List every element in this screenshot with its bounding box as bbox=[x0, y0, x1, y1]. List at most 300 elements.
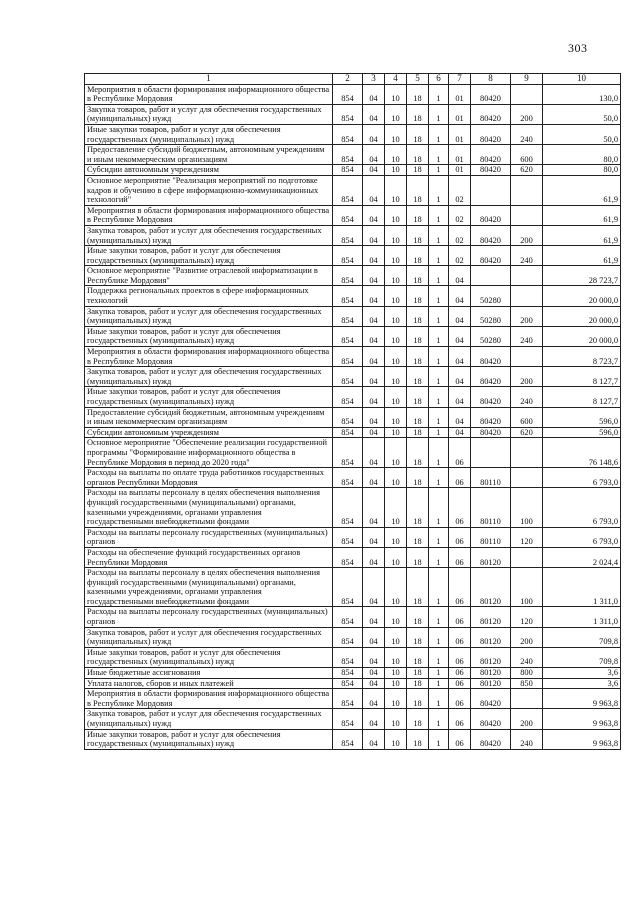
expense-type-code-cell: 100 bbox=[511, 568, 543, 607]
expense-type-code-cell: 600 bbox=[511, 145, 543, 165]
section-code-cell: 04 bbox=[363, 729, 385, 749]
expense-type-code-cell: 240 bbox=[511, 124, 543, 144]
section-code-cell: 04 bbox=[363, 246, 385, 266]
program-code-cell: 18 bbox=[407, 246, 429, 266]
section-code-cell: 04 bbox=[363, 367, 385, 387]
program-code-cell: 18 bbox=[407, 367, 429, 387]
subsection-code-cell: 10 bbox=[385, 84, 407, 104]
measure-code-cell: 04 bbox=[449, 427, 471, 438]
subprogram-code-cell: 1 bbox=[429, 547, 449, 567]
amount-cell: 6 793,0 bbox=[543, 468, 621, 488]
amount-cell: 1 311,0 bbox=[543, 568, 621, 607]
direction-code-cell: 80420 bbox=[471, 225, 511, 245]
expense-name-cell: Мероприятия в области формирования информационного общества в Республике Мордовия bbox=[85, 84, 333, 104]
header-row bbox=[85, 74, 621, 85]
ministry-code-cell: 854 bbox=[333, 568, 363, 607]
expense-type-code-cell: 240 bbox=[511, 246, 543, 266]
amount-cell: 9 963,8 bbox=[543, 689, 621, 709]
direction-code-cell: 80110 bbox=[471, 488, 511, 527]
measure-code-cell: 04 bbox=[449, 326, 471, 346]
subsection-code-cell: 10 bbox=[385, 438, 407, 468]
subprogram-code-cell: 1 bbox=[429, 607, 449, 627]
table-row bbox=[85, 306, 621, 326]
expense-name-cell: Закупка товаров, работ и услуг для обеспечения государственных (муниципальных) нужд bbox=[85, 225, 333, 245]
expense-name-cell: Закупка товаров, работ и услуг для обеспечения государственных (муниципальных) нужд bbox=[85, 627, 333, 647]
expense-type-code-cell bbox=[511, 689, 543, 709]
amount-cell: 9 963,8 bbox=[543, 709, 621, 729]
amount-cell: 20 000,0 bbox=[543, 326, 621, 346]
ministry-code-cell: 854 bbox=[333, 627, 363, 647]
subprogram-code-cell: 1 bbox=[429, 438, 449, 468]
measure-code-cell: 01 bbox=[449, 145, 471, 165]
subsection-code-cell: 10 bbox=[385, 488, 407, 527]
table-row bbox=[85, 647, 621, 667]
program-code-cell: 18 bbox=[407, 468, 429, 488]
amount-cell: 130,0 bbox=[543, 84, 621, 104]
table-body bbox=[85, 84, 621, 749]
subprogram-code-cell: 1 bbox=[429, 527, 449, 547]
table-row bbox=[85, 367, 621, 387]
expense-name-cell: Иные закупки товаров, работ и услуг для обеспечения государственных (муниципальных) нужд bbox=[85, 647, 333, 667]
subprogram-code-cell: 1 bbox=[429, 488, 449, 527]
amount-cell: 61,9 bbox=[543, 175, 621, 205]
ministry-code-cell: 854 bbox=[333, 84, 363, 104]
amount-cell: 28 723,7 bbox=[543, 266, 621, 286]
direction-code-cell: 80420 bbox=[471, 407, 511, 427]
subprogram-code-cell: 1 bbox=[429, 266, 449, 286]
ministry-code-cell: 854 bbox=[333, 347, 363, 367]
ministry-code-cell: 854 bbox=[333, 438, 363, 468]
section-code-cell: 04 bbox=[363, 175, 385, 205]
measure-code-cell: 01 bbox=[449, 84, 471, 104]
subprogram-code-cell: 1 bbox=[429, 468, 449, 488]
expense-name-cell: Основное мероприятие "Обеспечение реализации государственной программы "Формирование информационного общества в Республике Мордовия в период до 2020 года" bbox=[85, 438, 333, 468]
amount-cell: 50,0 bbox=[543, 124, 621, 144]
expense-type-code-cell bbox=[511, 547, 543, 567]
subsection-code-cell: 10 bbox=[385, 367, 407, 387]
subprogram-code-cell: 1 bbox=[429, 709, 449, 729]
measure-code-cell: 06 bbox=[449, 438, 471, 468]
subprogram-code-cell: 1 bbox=[429, 205, 449, 225]
table-row bbox=[85, 124, 621, 144]
section-code-cell: 04 bbox=[363, 527, 385, 547]
ministry-code-cell: 854 bbox=[333, 407, 363, 427]
subsection-code-cell: 10 bbox=[385, 246, 407, 266]
program-code-cell: 18 bbox=[407, 647, 429, 667]
amount-cell: 76 148,6 bbox=[543, 438, 621, 468]
measure-code-cell: 04 bbox=[449, 266, 471, 286]
measure-code-cell: 06 bbox=[449, 527, 471, 547]
measure-code-cell: 06 bbox=[449, 689, 471, 709]
subprogram-code-cell: 1 bbox=[429, 306, 449, 326]
subprogram-code-cell: 1 bbox=[429, 627, 449, 647]
subprogram-code-cell: 1 bbox=[429, 145, 449, 165]
measure-code-cell: 01 bbox=[449, 104, 471, 124]
direction-code-cell: 80420 bbox=[471, 165, 511, 176]
program-code-cell: 18 bbox=[407, 266, 429, 286]
program-code-cell: 18 bbox=[407, 709, 429, 729]
measure-code-cell: 02 bbox=[449, 175, 471, 205]
program-code-cell: 18 bbox=[407, 225, 429, 245]
measure-code-cell: 06 bbox=[449, 547, 471, 567]
expense-type-code-cell bbox=[511, 84, 543, 104]
direction-code-cell: 80420 bbox=[471, 729, 511, 749]
direction-code-cell: 80420 bbox=[471, 205, 511, 225]
header-cell: 7 bbox=[449, 74, 471, 85]
table-row bbox=[85, 607, 621, 627]
ministry-code-cell: 854 bbox=[333, 225, 363, 245]
subsection-code-cell: 10 bbox=[385, 326, 407, 346]
expense-name-cell: Иные бюджетные ассигнования bbox=[85, 668, 333, 679]
subprogram-code-cell: 1 bbox=[429, 387, 449, 407]
program-code-cell: 18 bbox=[407, 427, 429, 438]
header-cell: 4 bbox=[385, 74, 407, 85]
subsection-code-cell: 10 bbox=[385, 647, 407, 667]
section-code-cell: 04 bbox=[363, 306, 385, 326]
table-row bbox=[85, 407, 621, 427]
expense-name-cell: Предоставление субсидий бюджетным, автономным учреждениям и иным некоммерческим организациям bbox=[85, 407, 333, 427]
program-code-cell: 18 bbox=[407, 205, 429, 225]
section-code-cell: 04 bbox=[363, 488, 385, 527]
program-code-cell: 18 bbox=[407, 124, 429, 144]
measure-code-cell: 06 bbox=[449, 607, 471, 627]
amount-cell: 3,6 bbox=[543, 678, 621, 689]
header-cell: 2 bbox=[333, 74, 363, 85]
table-row bbox=[85, 547, 621, 567]
header-cell: 10 bbox=[543, 74, 621, 85]
expense-name-cell: Уплата налогов, сборов и иных платежей bbox=[85, 678, 333, 689]
subprogram-code-cell: 1 bbox=[429, 407, 449, 427]
table-row bbox=[85, 266, 621, 286]
expense-name-cell: Мероприятия в области формирования информационного общества в Республике Мордовия bbox=[85, 347, 333, 367]
expense-name-cell: Иные закупки товаров, работ и услуг для обеспечения государственных (муниципальных) нужд bbox=[85, 124, 333, 144]
ministry-code-cell: 854 bbox=[333, 427, 363, 438]
expense-name-cell: Закупка товаров, работ и услуг для обеспечения государственных (муниципальных) нужд bbox=[85, 709, 333, 729]
header-cell: 3 bbox=[363, 74, 385, 85]
subprogram-code-cell: 1 bbox=[429, 568, 449, 607]
section-code-cell: 04 bbox=[363, 709, 385, 729]
expense-type-code-cell: 100 bbox=[511, 488, 543, 527]
measure-code-cell: 06 bbox=[449, 627, 471, 647]
section-code-cell: 04 bbox=[363, 468, 385, 488]
measure-code-cell: 01 bbox=[449, 124, 471, 144]
program-code-cell: 18 bbox=[407, 607, 429, 627]
program-code-cell: 18 bbox=[407, 547, 429, 567]
ministry-code-cell: 854 bbox=[333, 124, 363, 144]
expense-type-code-cell bbox=[511, 266, 543, 286]
expense-name-cell: Иные закупки товаров, работ и услуг для обеспечения государственных (муниципальных) нужд bbox=[85, 387, 333, 407]
table-row bbox=[85, 145, 621, 165]
subsection-code-cell: 10 bbox=[385, 427, 407, 438]
section-code-cell: 04 bbox=[363, 347, 385, 367]
table-row bbox=[85, 678, 621, 689]
expense-name-cell: Иные закупки товаров, работ и услуг для обеспечения государственных (муниципальных) нужд bbox=[85, 729, 333, 749]
direction-code-cell bbox=[471, 438, 511, 468]
ministry-code-cell: 854 bbox=[333, 709, 363, 729]
ministry-code-cell: 854 bbox=[333, 729, 363, 749]
subsection-code-cell: 10 bbox=[385, 568, 407, 607]
ministry-code-cell: 854 bbox=[333, 286, 363, 306]
section-code-cell: 04 bbox=[363, 407, 385, 427]
expense-name-cell: Основное мероприятие "Реализация мероприятий по подготовке кадров и обучению в сфере информационно-коммуникационных технологий" bbox=[85, 175, 333, 205]
amount-cell: 8 127,7 bbox=[543, 367, 621, 387]
section-code-cell: 04 bbox=[363, 104, 385, 124]
table-row bbox=[85, 104, 621, 124]
table-row bbox=[85, 225, 621, 245]
direction-code-cell: 80120 bbox=[471, 647, 511, 667]
subsection-code-cell: 10 bbox=[385, 547, 407, 567]
subsection-code-cell: 10 bbox=[385, 124, 407, 144]
section-code-cell: 04 bbox=[363, 547, 385, 567]
amount-cell: 50,0 bbox=[543, 104, 621, 124]
program-code-cell: 18 bbox=[407, 527, 429, 547]
amount-cell: 8 723,7 bbox=[543, 347, 621, 367]
program-code-cell: 18 bbox=[407, 678, 429, 689]
section-code-cell: 04 bbox=[363, 225, 385, 245]
section-code-cell: 04 bbox=[363, 427, 385, 438]
amount-cell: 20 000,0 bbox=[543, 306, 621, 326]
direction-code-cell bbox=[471, 175, 511, 205]
expense-name-cell: Расходы на выплаты персоналу в целях обеспечения выполнения функций государственными (муниципальными) органами, казенными учреждениями, органами управления государственными внебюджетными фондами bbox=[85, 568, 333, 607]
amount-cell: 596,0 bbox=[543, 427, 621, 438]
expense-name-cell: Закупка товаров, работ и услуг для обеспечения государственных (муниципальных) нужд bbox=[85, 306, 333, 326]
section-code-cell: 04 bbox=[363, 266, 385, 286]
direction-code-cell: 80420 bbox=[471, 367, 511, 387]
program-code-cell: 18 bbox=[407, 306, 429, 326]
ministry-code-cell: 854 bbox=[333, 488, 363, 527]
program-code-cell: 18 bbox=[407, 568, 429, 607]
amount-cell: 61,9 bbox=[543, 225, 621, 245]
section-code-cell: 04 bbox=[363, 689, 385, 709]
expense-type-code-cell: 240 bbox=[511, 729, 543, 749]
ministry-code-cell: 854 bbox=[333, 647, 363, 667]
section-code-cell: 04 bbox=[363, 145, 385, 165]
subsection-code-cell: 10 bbox=[385, 145, 407, 165]
section-code-cell: 04 bbox=[363, 627, 385, 647]
subprogram-code-cell: 1 bbox=[429, 84, 449, 104]
ministry-code-cell: 854 bbox=[333, 165, 363, 176]
amount-cell: 1 311,0 bbox=[543, 607, 621, 627]
subsection-code-cell: 10 bbox=[385, 387, 407, 407]
expense-type-code-cell bbox=[511, 438, 543, 468]
ministry-code-cell: 854 bbox=[333, 306, 363, 326]
expense-name-cell: Закупка товаров, работ и услуг для обеспечения государственных (муниципальных) нужд bbox=[85, 104, 333, 124]
amount-cell: 3,6 bbox=[543, 668, 621, 679]
expense-name-cell: Мероприятия в области формирования информационного общества в Республике Мордовия bbox=[85, 689, 333, 709]
program-code-cell: 18 bbox=[407, 286, 429, 306]
amount-cell: 709,8 bbox=[543, 627, 621, 647]
ministry-code-cell: 854 bbox=[333, 145, 363, 165]
expense-name-cell: Мероприятия в области формирования информационного общества в Республике Мордовия bbox=[85, 205, 333, 225]
expense-name-cell: Предоставление субсидий бюджетным, автономным учреждениям и иным некоммерческим организациям bbox=[85, 145, 333, 165]
subprogram-code-cell: 1 bbox=[429, 729, 449, 749]
direction-code-cell: 80420 bbox=[471, 104, 511, 124]
program-code-cell: 18 bbox=[407, 104, 429, 124]
subprogram-code-cell: 1 bbox=[429, 246, 449, 266]
ministry-code-cell: 854 bbox=[333, 689, 363, 709]
table-row bbox=[85, 427, 621, 438]
subsection-code-cell: 10 bbox=[385, 165, 407, 176]
expense-type-code-cell bbox=[511, 205, 543, 225]
subsection-code-cell: 10 bbox=[385, 668, 407, 679]
amount-cell: 61,9 bbox=[543, 246, 621, 266]
subsection-code-cell: 10 bbox=[385, 468, 407, 488]
table-row bbox=[85, 84, 621, 104]
table-row bbox=[85, 468, 621, 488]
subsection-code-cell: 10 bbox=[385, 627, 407, 647]
measure-code-cell: 04 bbox=[449, 407, 471, 427]
direction-code-cell: 80420 bbox=[471, 427, 511, 438]
table-row bbox=[85, 326, 621, 346]
direction-code-cell: 80420 bbox=[471, 347, 511, 367]
program-code-cell: 18 bbox=[407, 347, 429, 367]
subprogram-code-cell: 1 bbox=[429, 427, 449, 438]
subsection-code-cell: 10 bbox=[385, 689, 407, 709]
program-code-cell: 18 bbox=[407, 84, 429, 104]
measure-code-cell: 04 bbox=[449, 286, 471, 306]
direction-code-cell: 80420 bbox=[471, 387, 511, 407]
table-row bbox=[85, 668, 621, 679]
ministry-code-cell: 854 bbox=[333, 266, 363, 286]
direction-code-cell: 50280 bbox=[471, 326, 511, 346]
section-code-cell: 04 bbox=[363, 668, 385, 679]
amount-cell: 80,0 bbox=[543, 145, 621, 165]
expense-name-cell: Закупка товаров, работ и услуг для обеспечения государственных (муниципальных) нужд bbox=[85, 367, 333, 387]
section-code-cell: 04 bbox=[363, 568, 385, 607]
direction-code-cell: 80120 bbox=[471, 607, 511, 627]
section-code-cell: 04 bbox=[363, 205, 385, 225]
measure-code-cell: 06 bbox=[449, 709, 471, 729]
section-code-cell: 04 bbox=[363, 647, 385, 667]
subprogram-code-cell: 1 bbox=[429, 326, 449, 346]
expense-name-cell: Расходы на выплаты персоналу государственных (муниципальных) органов bbox=[85, 607, 333, 627]
expense-type-code-cell: 120 bbox=[511, 527, 543, 547]
subsection-code-cell: 10 bbox=[385, 306, 407, 326]
ministry-code-cell: 854 bbox=[333, 468, 363, 488]
measure-code-cell: 06 bbox=[449, 678, 471, 689]
amount-cell: 80,0 bbox=[543, 165, 621, 176]
subprogram-code-cell: 1 bbox=[429, 225, 449, 245]
amount-cell: 9 963,8 bbox=[543, 729, 621, 749]
expense-name-cell: Расходы на выплаты по оплате труда работников государственных органов Республики Мордовия bbox=[85, 468, 333, 488]
ministry-code-cell: 854 bbox=[333, 367, 363, 387]
ministry-code-cell: 854 bbox=[333, 326, 363, 346]
subsection-code-cell: 10 bbox=[385, 205, 407, 225]
measure-code-cell: 06 bbox=[449, 488, 471, 527]
subprogram-code-cell: 1 bbox=[429, 689, 449, 709]
direction-code-cell: 80120 bbox=[471, 678, 511, 689]
expense-name-cell: Основное мероприятие "Развитие отраслевой информатизации в Республике Мордовия" bbox=[85, 266, 333, 286]
program-code-cell: 18 bbox=[407, 729, 429, 749]
program-code-cell: 18 bbox=[407, 627, 429, 647]
measure-code-cell: 02 bbox=[449, 246, 471, 266]
ministry-code-cell: 854 bbox=[333, 387, 363, 407]
section-code-cell: 04 bbox=[363, 438, 385, 468]
subsection-code-cell: 10 bbox=[385, 104, 407, 124]
expense-name-cell: Иные закупки товаров, работ и услуг для обеспечения государственных (муниципальных) нужд bbox=[85, 246, 333, 266]
budget-table bbox=[84, 73, 621, 750]
page-number: 303 bbox=[568, 41, 588, 55]
measure-code-cell: 06 bbox=[449, 729, 471, 749]
subsection-code-cell: 10 bbox=[385, 286, 407, 306]
measure-code-cell: 04 bbox=[449, 387, 471, 407]
subprogram-code-cell: 1 bbox=[429, 124, 449, 144]
table-row bbox=[85, 246, 621, 266]
subprogram-code-cell: 1 bbox=[429, 367, 449, 387]
section-code-cell: 04 bbox=[363, 678, 385, 689]
program-code-cell: 18 bbox=[407, 689, 429, 709]
measure-code-cell: 06 bbox=[449, 568, 471, 607]
ministry-code-cell: 854 bbox=[333, 607, 363, 627]
program-code-cell: 18 bbox=[407, 387, 429, 407]
direction-code-cell: 80110 bbox=[471, 468, 511, 488]
header-cell: 8 bbox=[471, 74, 511, 85]
measure-code-cell: 02 bbox=[449, 225, 471, 245]
expense-type-code-cell: 200 bbox=[511, 225, 543, 245]
expense-type-code-cell: 120 bbox=[511, 607, 543, 627]
subprogram-code-cell: 1 bbox=[429, 165, 449, 176]
ministry-code-cell: 854 bbox=[333, 678, 363, 689]
expense-type-code-cell: 240 bbox=[511, 326, 543, 346]
subsection-code-cell: 10 bbox=[385, 709, 407, 729]
header-cell: 9 bbox=[511, 74, 543, 85]
expense-name-cell: Субсидии автономным учреждениям bbox=[85, 427, 333, 438]
expense-name-cell: Расходы на выплаты персоналу в целях обеспечения выполнения функций государственными (муниципальными) органами, казенными учреждениями, органами управления государственными внебюджетными фондами bbox=[85, 488, 333, 527]
section-code-cell: 04 bbox=[363, 326, 385, 346]
subprogram-code-cell: 1 bbox=[429, 647, 449, 667]
expense-type-code-cell: 850 bbox=[511, 678, 543, 689]
measure-code-cell: 04 bbox=[449, 306, 471, 326]
table-row bbox=[85, 568, 621, 607]
table-row bbox=[85, 488, 621, 527]
header-cell: 1 bbox=[85, 74, 333, 85]
amount-cell: 2 024,4 bbox=[543, 547, 621, 567]
subprogram-code-cell: 1 bbox=[429, 347, 449, 367]
table-row bbox=[85, 438, 621, 468]
measure-code-cell: 02 bbox=[449, 205, 471, 225]
subsection-code-cell: 10 bbox=[385, 527, 407, 547]
subsection-code-cell: 10 bbox=[385, 678, 407, 689]
ministry-code-cell: 854 bbox=[333, 547, 363, 567]
amount-cell: 709,8 bbox=[543, 647, 621, 667]
direction-code-cell: 80420 bbox=[471, 84, 511, 104]
expense-type-code-cell bbox=[511, 175, 543, 205]
section-code-cell: 04 bbox=[363, 124, 385, 144]
subprogram-code-cell: 1 bbox=[429, 678, 449, 689]
direction-code-cell bbox=[471, 266, 511, 286]
table-row bbox=[85, 689, 621, 709]
table-row bbox=[85, 387, 621, 407]
table-row bbox=[85, 527, 621, 547]
section-code-cell: 04 bbox=[363, 387, 385, 407]
program-code-cell: 18 bbox=[407, 407, 429, 427]
expense-type-code-cell bbox=[511, 468, 543, 488]
direction-code-cell: 50280 bbox=[471, 306, 511, 326]
direction-code-cell: 80420 bbox=[471, 124, 511, 144]
direction-code-cell: 80120 bbox=[471, 627, 511, 647]
measure-code-cell: 06 bbox=[449, 468, 471, 488]
direction-code-cell: 80420 bbox=[471, 689, 511, 709]
expense-type-code-cell: 200 bbox=[511, 306, 543, 326]
program-code-cell: 18 bbox=[407, 326, 429, 346]
section-code-cell: 04 bbox=[363, 286, 385, 306]
ministry-code-cell: 854 bbox=[333, 246, 363, 266]
section-code-cell: 04 bbox=[363, 607, 385, 627]
expense-type-code-cell: 620 bbox=[511, 427, 543, 438]
amount-cell: 61,9 bbox=[543, 205, 621, 225]
expense-type-code-cell: 600 bbox=[511, 407, 543, 427]
section-code-cell: 04 bbox=[363, 84, 385, 104]
